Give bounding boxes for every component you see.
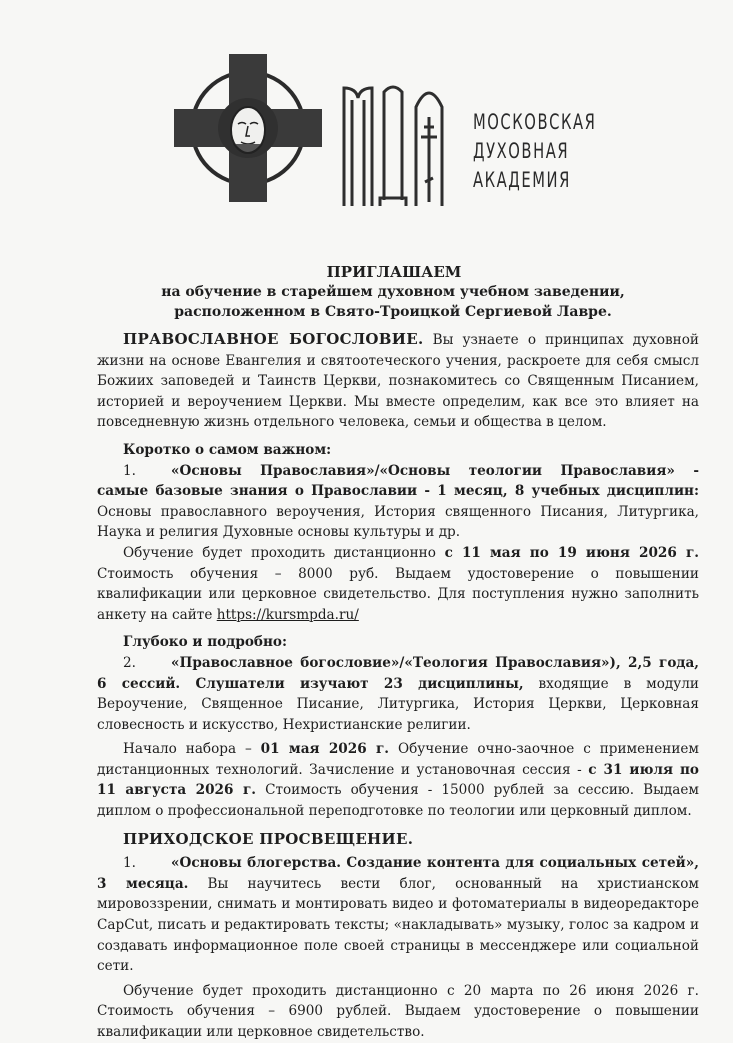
section-intro <box>97 329 699 433</box>
course-item <box>97 653 699 735</box>
academy-name <box>473 108 596 195</box>
course-item <box>97 461 699 543</box>
subtitle-line: расположенном в Свято-Троицкой Сергиевой Лавре. <box>174 304 612 320</box>
start-text: Начало набора – <box>123 741 252 758</box>
course-description: Основы православного вероучения, История священного Писания, Литургика, Наука и религия Духовные основы культуры и др. <box>97 503 699 541</box>
page-title: ПРИГЛАШАЕМ <box>326 263 462 281</box>
session-dates: с 31 июля по 11 августа 2026 г. <box>97 761 699 799</box>
study-info <box>97 543 699 625</box>
academy-name-line: АКАДЕМИЯ <box>473 168 571 192</box>
intro-text: Вы узнаете о принципах духовной жизни на основе Евангелия и святоотеческого учения, раскроете для себя смысл Божиих заповедей и Таинств Церкви, познакомитесь со Священным Писанием, историей и вероучением Церкви. Мы вместе определим, как все это влияет на повседневную жизнь отдельного человека, семьи и общества в целом. <box>97 332 699 431</box>
start-date: 01 мая 2026 г. <box>260 741 390 758</box>
subheading-short: Коротко о самом важном: <box>123 441 332 458</box>
item-number: 2. <box>123 654 136 671</box>
format-text: Обучение очно-заочное с применением дистанционных технологий. Зачисление и установочная сессия - <box>97 741 700 778</box>
section-heading: ПРАВОСЛАВНОЕ БОГОСЛОВИЕ. <box>123 330 424 348</box>
study-dates: с 11 мая по 19 июня 2026 г. <box>444 544 700 561</box>
document-body <box>97 262 699 1043</box>
academy-name-line: ДУХОВНАЯ <box>473 139 570 163</box>
item-number: 1. <box>123 462 136 479</box>
course-description: Вы научитесь вести блог, основанный на христианском мировоззрении, снимать и монтировать видео и фотоматериалы в видеоредакторе CapCut, писать и редактировать тексты; «накладывать» музыку, голос за кадром и создавать информационное поле своей страницы в мессенджере или социальной сети. <box>97 875 699 975</box>
subtitle-line: на обучение в старейшем духовном учебном заведении, <box>161 284 625 300</box>
course-title: «Православное богословие»/«Теология Православия»), 2,5 года, 6 сессий. Слушатели изучают 23 дисциплины, <box>97 654 699 692</box>
study-info: Обучение будет проходить дистанционно с 20 марта по 26 июня 2026 г. Стоимость обучения – 6900 рублей. Выдаем удостоверение о повышении квалификации или церковное свидетельство. <box>97 982 699 1040</box>
enrollment-info <box>97 739 699 821</box>
course-title: «Основы блогерства. Создание контента для социальных сетей», 3 месяца. <box>97 855 699 892</box>
signup-link[interactable]: https://kursmpda.ru/ <box>216 606 359 623</box>
cross-emblem-icon <box>172 52 324 204</box>
item-number: 1. <box>123 855 136 872</box>
logo-header <box>160 52 600 217</box>
cost-text: Стоимость обучения - 15000 рублей за сессию. Выдаем диплом о профессиональной переподготовке по теологии или церковный диплом. <box>97 782 699 820</box>
subheading-deep: Глубоко и подробно: <box>123 634 287 651</box>
mda-monogram-icon <box>340 82 450 207</box>
section-heading: ПРИХОДСКОЕ ПРОСВЕЩЕНИЕ. <box>123 829 414 848</box>
study-terms: Стоимость обучения – 8000 руб. Выдаем удостоверение о повышении квалификации или церковное свидетельство. Для поступления нужно заполнить анкету на сайте <box>97 565 699 623</box>
academy-name-line: МОСКОВСКАЯ <box>473 110 597 134</box>
course-item <box>97 853 699 977</box>
course-title: «Основы Православия»/«Основы теологии Православия» - самые базовые знания о Православии - 1 месяц, 8 учебных дисциплин: <box>97 462 699 500</box>
study-text: Обучение будет проходить дистанционно <box>123 544 436 561</box>
course-description: входящие в модули Вероучение, Священное Писание, Литургика, История Церкви, Церковная словесность и искусство, Нехристианские религии. <box>97 675 699 733</box>
